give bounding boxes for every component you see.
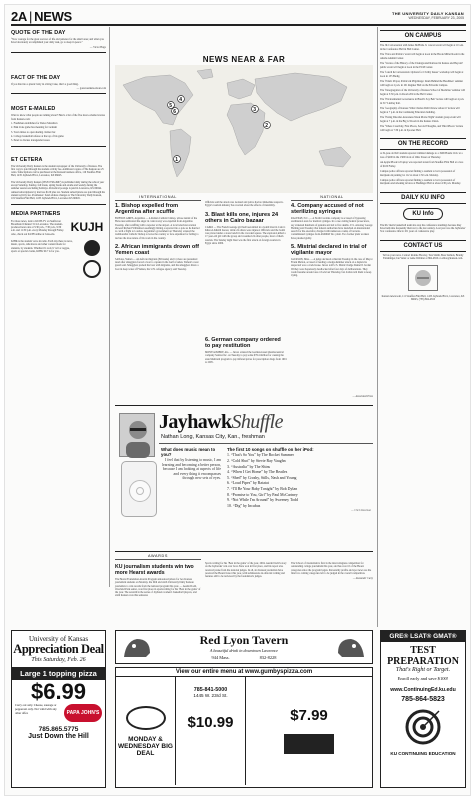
section-name: NEWS <box>34 9 72 24</box>
header-rule <box>11 24 466 26</box>
marker-label-3: 3 <box>253 106 257 113</box>
gumby-pizza-icon <box>284 734 334 754</box>
story-headline[interactable]: 1. Bishop expelled from Argentina after scuffle <box>115 203 179 216</box>
paper-name: THE UNIVERSITY DAILY KANSAN <box>391 11 464 16</box>
kujh-block <box>11 220 106 236</box>
gumby-mid <box>176 677 246 785</box>
newspaper-page <box>4 4 471 796</box>
story-body: CAIRO — The French teenage girl had been killed in a bomb blast in Cairo's Khan el-Khalili bazaar, while 24 others were injured. Officials said the bomb was placed under a stone bench in the crowded square. The explosion killed a 17-year-old girl with the group and wounded 24 other people, most of them tourists. The Sunday night blast was the first attack on foreign tourists in Egypt since 2006. <box>205 225 286 245</box>
story-headline[interactable]: 3. Blast kills one, injures 24 others in Cairo bazaar <box>205 211 279 224</box>
radio-logo-icon <box>83 260 101 278</box>
marker-label-2: 2 <box>265 122 269 129</box>
awards-credit: — Alexander Carty <box>352 577 373 581</box>
quote-author: — Victor Hugo <box>89 45 106 49</box>
red-lyon-ad[interactable] <box>115 630 373 664</box>
divider <box>11 93 106 94</box>
world-map-icon <box>115 65 373 193</box>
ad-test-tag: That's Right or Target. <box>395 667 451 673</box>
shuffle-subtitle: Nathan Long, Kansas City, Kan., freshman <box>161 434 265 440</box>
center-button-icon <box>136 487 144 495</box>
etcetera-text-2: The University Daily Kansan (ISSN 0746-4967) is published daily during the school year except Saturday, Sunday, fall break, spring break and exams and weekly during the summer session excluding holidays. Periodical postage is paid in Lawrence, KS 66044. Annual subscriptions by mail are $120 plus tax. Student subscriptions are paid through the student activity fee. Postmaster: Send address changes to The University Daily Kansan, 119 Stauffer-Flint Hall, 1435 Jayhawk Blvd., Lawrence KS 66045. <box>11 180 105 201</box>
ad-gumby-head: View our entire menu at www.gumbyspizza.com <box>116 668 372 677</box>
divider <box>11 146 106 147</box>
south-america-shape <box>170 129 191 177</box>
story-headline[interactable]: KU journalism students win two more Hearst awards <box>115 564 194 577</box>
ad-bottom <box>12 704 105 722</box>
national-column <box>291 195 373 278</box>
column-rule <box>109 27 110 587</box>
most-emailed-list <box>11 122 106 142</box>
list-item: The ‘Prism: Prayer, Politics & Pilgrimage: Islam Behind the Headlines’ seminar will begin at 2 p.m. in 101 Regnier Hall on the Edwards Campus. <box>380 80 464 87</box>
story-body: BUENOS AIRES, Argentina — A Roman Catholic bishop, whose denial of the Holocaust enlivened the anger in controversy was expelled from Argentina Tuesday, after scuffling with a reporter at the airport. A local television station showed Richard Williamson seemingly hitting a reporter into a pole as he hurried to catch a flight to London. Argentine's government on Thursday ordered the traditionalist Catholic bishop to leave the country or face expulsion for failing to declare the true nature of his work in the country. <box>115 216 200 240</box>
shuffle-credit: — Chris Kearnan <box>351 509 371 513</box>
ad-ku-title: University of Kansas <box>28 635 89 643</box>
song-item: 9. “Not While I'm Around” by Sweeney Todd <box>227 498 298 503</box>
story-headline[interactable]: 4. Company accused of not sterilizing syringes <box>291 203 364 216</box>
story-headline[interactable]: 2. African immigrants drown off Yemen coast <box>115 243 200 257</box>
ad-gumby-price1: $10.99 <box>187 714 234 731</box>
greenland-shape <box>197 69 213 79</box>
ad-gumby-grid <box>116 677 372 785</box>
masthead-small <box>392 11 464 20</box>
ad-redlion-addr: 944 Mass. <box>211 655 230 660</box>
list-item: The ‘Desegregation of the University of Kansas School of Medicine’ seminar will begin at 3:30 p.m. in Room 202 in the Hall Center. <box>380 89 466 96</box>
contact-text: Tell us your news. Contact Ronnie Howley, Tara Smith, Bess Sumick, Brandy Entzminger, Ian Vetter or Anne Weltmer at 864-4810 or editor@kansan.com. <box>382 254 464 261</box>
ad-gumby-days: MONDAY & WEDNESDAY BIG DEAL <box>118 735 173 757</box>
ad-gumby-price2: $7.99 <box>290 707 328 724</box>
kansan-logo-icon <box>408 265 438 291</box>
papa-johns-ad[interactable] <box>11 630 106 788</box>
ipod-icon <box>121 461 157 517</box>
story-body: SANAA, Yemen — An African migrants (Eritreans) and 11 more are presumed dead after smugglers forced a boat to capsize in the Gulf of Aden. Yemen's coast guard said. Smugglers packed the boat with migrants, and the smugglers threw a boat in deep water off Yemen, the U.N. refugee agency said Tuesday. <box>115 257 199 271</box>
europe-shape <box>227 79 255 99</box>
kujh-logo: KUJH <box>70 219 104 234</box>
song-item: 6. “Loud Pipes” by Ratatat <box>227 481 269 486</box>
awards-col-3: The School of Journalism is first in the intercollegiate competition for outstanding college journalism this year, and has won 10 of the Hearst categories since the program began. Personality profile and spot news are the final two writing categories left to be judged in the overall competition. — Alexander Carty <box>291 562 373 581</box>
most-emailed-title: MOST E-MAILED <box>11 106 56 113</box>
list-item[interactable]: 2. Pink Zone game has meaning for Graham <box>11 126 57 130</box>
quote-title: QUOTE OF THE DAY <box>11 30 66 36</box>
list-item: The ‘Price and Politics’ event will begin at noon in the Brook Miller Room in the Adams Alumni Center. <box>380 53 465 60</box>
world-map <box>115 65 373 193</box>
kjhk-text: KJHK is the student voice in radio. Each day there is news, music, sports, talk shows and other content made for students, by students. Whether it's rock 'n' roll or reggae, sports or special events, KJHK 90.7 is for you. <box>11 240 73 253</box>
awards-rule <box>115 551 373 552</box>
ad-kuce: KU CONTINUING EDUCATION <box>390 751 456 756</box>
fact-source: — gonewestkans.about.com <box>76 87 106 91</box>
quote-text: “Now courage for the great sorrows of life and patience for the small ones; and when you have laboriously accomplished your daily task, go to sleep in peace.” <box>11 38 104 45</box>
song-item: 3. “Australia” by The Shins <box>227 464 271 469</box>
avatar-icon <box>120 414 156 458</box>
list-item: The ‘Environmental Governance in Brazil's Soy Belt’ lecture will begin at 4 p.m. in 317 Lindley hall. <box>380 98 465 105</box>
jayhawk-icon <box>409 266 437 290</box>
column-rule <box>377 27 378 627</box>
shuffle-title-a: Jayhawk <box>159 411 232 433</box>
story-body: JACKSON, Miss. — A judge declared a mistrial Tuesday in the case of Mayor Frank Melton, accused of leading a sledge-hammer attack on a duplex he suspected was a crack house. Jurors told U.S. District Judge Daniel P. Jordan III they were hopelessly deadlocked after four days of deliberations. They would resume around one o'clock last Thursday, but Jordan told them to keep trying. <box>291 257 373 278</box>
kujh-text: For more news, turn to KUJH-TV on Sunflower Broadband Channel 31 in Lawrence. The student-produced news airs at 5:30 p.m., 7:30 p.m., 9:30 a.m. and 11:30 p.m. every Monday through Friday. Also, check out KUJH online at tv.ku.edu. <box>11 219 64 236</box>
ad-gre: GRE® LSAT® GMAT® <box>381 631 465 642</box>
target-icon <box>395 707 451 747</box>
left-sidebar <box>11 27 106 278</box>
kjhk-logo-icon <box>84 240 100 256</box>
awards-col-2: Sports writing for his ‘Best in the game’ of the year, 2004. Austin Dodd's story on the Jayhawks' win over Iowa State won in first place, and his report also received praise from the national judges. In all, six Kansan journalists have received the Hearst honor this year, with submissions in editorial writing and features still to be reviewed by the foundation's judges. <box>205 562 287 579</box>
australia-shape <box>319 147 351 167</box>
daily-ku-info-text: The KU men's basketball team sits atop the conference standings because they have held nine frequently their not to the last century. Last year was the Jayhawks' 51st conference title in 101 years of conference play. <box>380 223 466 234</box>
songs-title: The first 10 songs on shuffle on her iPod: <box>227 447 314 452</box>
list-item: A 19-year-old KU student reported criminal damage to a 1999 Honda Civic at a loss of $200 in the 1300 block of Ohio Street on Thursday. <box>380 152 463 159</box>
kjhk-block <box>11 240 106 278</box>
ad-pizza-price: $6.99 <box>30 679 87 704</box>
ad-pizza-note: Carry out only. Cheese, sausage or pepperoni only. Not valid with any other offer. <box>15 703 57 715</box>
ad-ku-date: This Saturday, Feb. 26 <box>31 657 86 663</box>
section-number: 2A <box>11 9 28 24</box>
story-headline[interactable]: 5. Mistrial declared in trial of vigilante mayor <box>291 243 367 257</box>
ad-url[interactable]: www.ContinuingEd.ku.edu <box>390 687 456 693</box>
song-item: 10. “Dig” by Incubus <box>227 503 261 508</box>
song-item: 1. “That's So You” by The Rocket Summer <box>227 453 294 458</box>
africa-shape <box>227 103 265 155</box>
etcetera-title: ET CETERA <box>11 156 43 163</box>
song-item: 5. “Shed” by Crosby, Stills, Nash and Young <box>227 475 297 480</box>
on-campus-title: ON CAMPUS <box>380 30 466 42</box>
issue-date: WEDNESDAY, FEBRUARY 23, 2005 <box>408 16 464 20</box>
ad-gumby-phone: 785-841-5000 <box>193 687 228 693</box>
song-item: 4. “When I Get Home” by The Beatles <box>227 470 288 475</box>
ad-ku-big: Appreciation Deal <box>13 642 104 656</box>
contact-us-title: CONTACT US <box>380 240 466 252</box>
media-partners-title: MEDIA PARTNERS <box>11 210 61 217</box>
ad-test-prep: TEST PREPARATION <box>387 645 459 667</box>
list-item: The ‘Stories of the History of the Underground Railroad in Kansas and Beyond’ public event will begin at noon in the ECM Center. <box>380 62 464 69</box>
etcetera-text: The University Daily Kansan is the student newspaper of the University of Kansas. The first copy is paid through the student activity fee. Additional copies of The Kansan are 25 cents. Subscriptions can be purchased at the Kansan business office, 119 Stauffer-Flint Hall, 1435 Jayhawk Blvd., Lawrence, KS 66045. <box>11 164 104 178</box>
shuffle-question: What does music mean to you? <box>161 447 216 457</box>
map-title: NEWS NEAR & FAR <box>202 55 286 64</box>
test-prep-ad[interactable] <box>380 630 466 788</box>
list-item: The ‘Where Creativity, First Places, Second Thoughts, and Third Places’ lecture will begin at 7:30 p.m. in Spooner Hall. <box>380 125 464 132</box>
shuffle-title-b: Shuffle <box>231 411 283 433</box>
song-item: 7. “I'll Be Your Baby Tonight” by Bob Dylan <box>227 486 298 491</box>
ad-redlion-phone: 832-8228 <box>259 655 277 660</box>
ad-redlion-sub: A beautiful drink in downtown Lawrence <box>209 648 279 653</box>
gumbys-ad[interactable] <box>115 667 373 788</box>
red-lion-icon-2 <box>334 635 368 661</box>
right-sidebar <box>380 27 466 304</box>
shuffle-songs <box>227 447 371 512</box>
most-emailed-intro: Want to know what people are talking about? Here's a list of the five most e-mailed stories from Kansan.com: <box>11 114 105 121</box>
list-item: Campus police officers reported finding a resident to be in possession of marijuana in parking lot 112 at about 1:30 a.m. Monday. <box>380 170 456 177</box>
gumby-left <box>116 677 176 785</box>
shuffle-answer: I feel that by listening to music, I am learning and becoming a better person, because I am looking at aspects of life and every thing it encompasses through new sets of eyes. <box>161 458 221 481</box>
national-column-2 <box>205 335 287 364</box>
gumby-logo-icon <box>126 706 166 730</box>
on-the-record-title: ON THE RECORD <box>380 138 466 150</box>
story-body-continued: Officials said the attack was isolated and police had no immediate suspects. Egypt's tourism industry has worried about the effects of instability. <box>205 201 284 208</box>
list-item: An Apple iBook G3 laptop was reported stolen from Stauffer-Flint Hall at a loss of $100 Friday. <box>380 161 464 168</box>
section-header: 2A | NEWS <box>11 9 72 24</box>
international-column <box>115 195 201 271</box>
ad-redlion-name: Red Lyon Tavern <box>199 633 289 647</box>
ad-tphone: 785-864-5823 <box>401 696 445 703</box>
story-headline[interactable]: 6. German company ordered to pay restitution <box>205 337 281 350</box>
list-item[interactable]: 3. Town mixes to open dueling clarinet bar <box>11 130 56 134</box>
ad-pizza-line: Large 1 topping pizza <box>12 667 105 680</box>
column-heading: NATIONAL <box>291 195 373 201</box>
papa-logo-icon: PAPA JOHN'S <box>64 704 102 722</box>
jayhawk-shuffle <box>115 411 373 549</box>
ku-info-logo: KU Info <box>403 208 443 220</box>
shuffle-title <box>159 411 283 434</box>
column-heading: INTERNATIONAL <box>115 195 201 201</box>
list-item[interactable]: 5. Panel to discuss transgender issues <box>11 139 50 143</box>
list-item: The ‘Lunch & Conversation: Options for Civility Issues’ workshop will begin at noon in 135 Budig. <box>380 71 464 78</box>
fact-title: FACT OF THE DAY <box>11 74 61 81</box>
list-item: The JK Conversation with James McBride Jr. concert event will begin at 10 a.m. in the Conference Hall in Hall Center. <box>380 44 464 51</box>
list-item[interactable]: 4. College basketball referee at the top of his game <box>11 134 64 138</box>
asia-shape <box>255 73 347 121</box>
fact-text: If you bite into a plastic baby in a King Cake, that's a good thing. <box>11 82 79 86</box>
ap-credit: — Associated Press <box>352 395 373 398</box>
list-item: Campus police officers reported finding a resident to be in possession of marijuana and smoking devices at Hashinger Hall at about 4:30 p.m. Monday. <box>380 179 461 186</box>
marker-label-6: 6 <box>173 108 177 115</box>
kjhk-logos <box>78 240 106 278</box>
story-body: MONTGOMERY, Ala. — Jurors ordered the German-based pharmaceutical company Sandoz Inc. on Tuesday to pay some $78.4 million for causing the state Medicaid program to pay inflated prices for prescription drugs from 1991 to 2005. <box>205 350 287 364</box>
contact-address: Kansan newsroom, 111 Stauffer-Flint Hall, 1435 Jayhawk Blvd., Lawrence, KS 66045, (785) 864-4810 <box>381 294 465 301</box>
ad-papa-tag: Just Down the Hill <box>28 733 89 740</box>
list-item: The ‘Eating Disorder Awareness Week Movie Night’ student group event will begin at 7 p.m. in the Big 12 Room in the Kansas Union. <box>380 116 461 123</box>
daily-ku-info-title: DAILY KU INFO <box>380 192 466 204</box>
song-item: 8. “Promise to You, Girl” by Paul McCartney <box>227 492 298 497</box>
column-heading: AWARDS <box>115 554 201 560</box>
list-item[interactable]: 1. Freshman establishes for Dance Marathon <box>11 122 58 126</box>
gumby-right <box>246 677 372 785</box>
shuffle-top-rule <box>115 405 373 406</box>
story-body: The Hearst Foundation Awards Program announced prizes for two Kansas journalism students on Monday. the fifth and sixth University Daily Kansan journalists to win awards from the national program this year. — Austin Dodd, Overland Park senior, won first place in sportswriting for his ‘Best in the game’ of the year. The seventh in the series of Jayhawk women's basketball players, and sixth Kansan won this semester. <box>115 577 201 598</box>
red-lion-icon <box>120 635 154 661</box>
ad-papa-phone: 785.865.5775 <box>38 726 79 733</box>
marker-label-5: 5 <box>169 102 173 109</box>
shuffle-rule <box>159 443 373 444</box>
ad-gumby-addr: 1445 W. 23rd St. <box>193 693 228 698</box>
awards-cols <box>115 562 373 598</box>
student-photo <box>119 413 155 457</box>
awards-col-1 <box>115 562 201 598</box>
marker-label-1: 1 <box>175 156 179 163</box>
papa-logo <box>64 704 102 722</box>
divider <box>11 204 106 205</box>
international-column-2 <box>205 195 287 245</box>
awards-story <box>115 554 373 598</box>
story-body: RALEIGH, N.C. — A North Carolina company is accused of bypassing sterilization tests for medical syringes. In a case cutting federal prosecutors, say sickened hundreds of patients and led to five deaths. U.S. Attorney George Holding said Tuesday that federal authorities have launched an international search for the executive charged with numerous counts of bacteria-contaminated syringes from AM2PAT Inc. plant. Two former plant workers have pleaded guilty. <box>291 216 373 240</box>
divider <box>11 52 106 53</box>
ad-enroll: Enroll early and save $100! <box>397 676 449 681</box>
marker-label-4: 4 <box>179 96 183 103</box>
shuffle-qa <box>161 447 221 481</box>
list-item: The ‘Geography of Kansas: What Charles Didn't Know About it’ lecture will begin at 7 p.m. in the Continuing Education building. <box>380 107 460 114</box>
song-item: 2. “Cold Shot” by Stevie Ray Vaughn <box>227 459 286 463</box>
